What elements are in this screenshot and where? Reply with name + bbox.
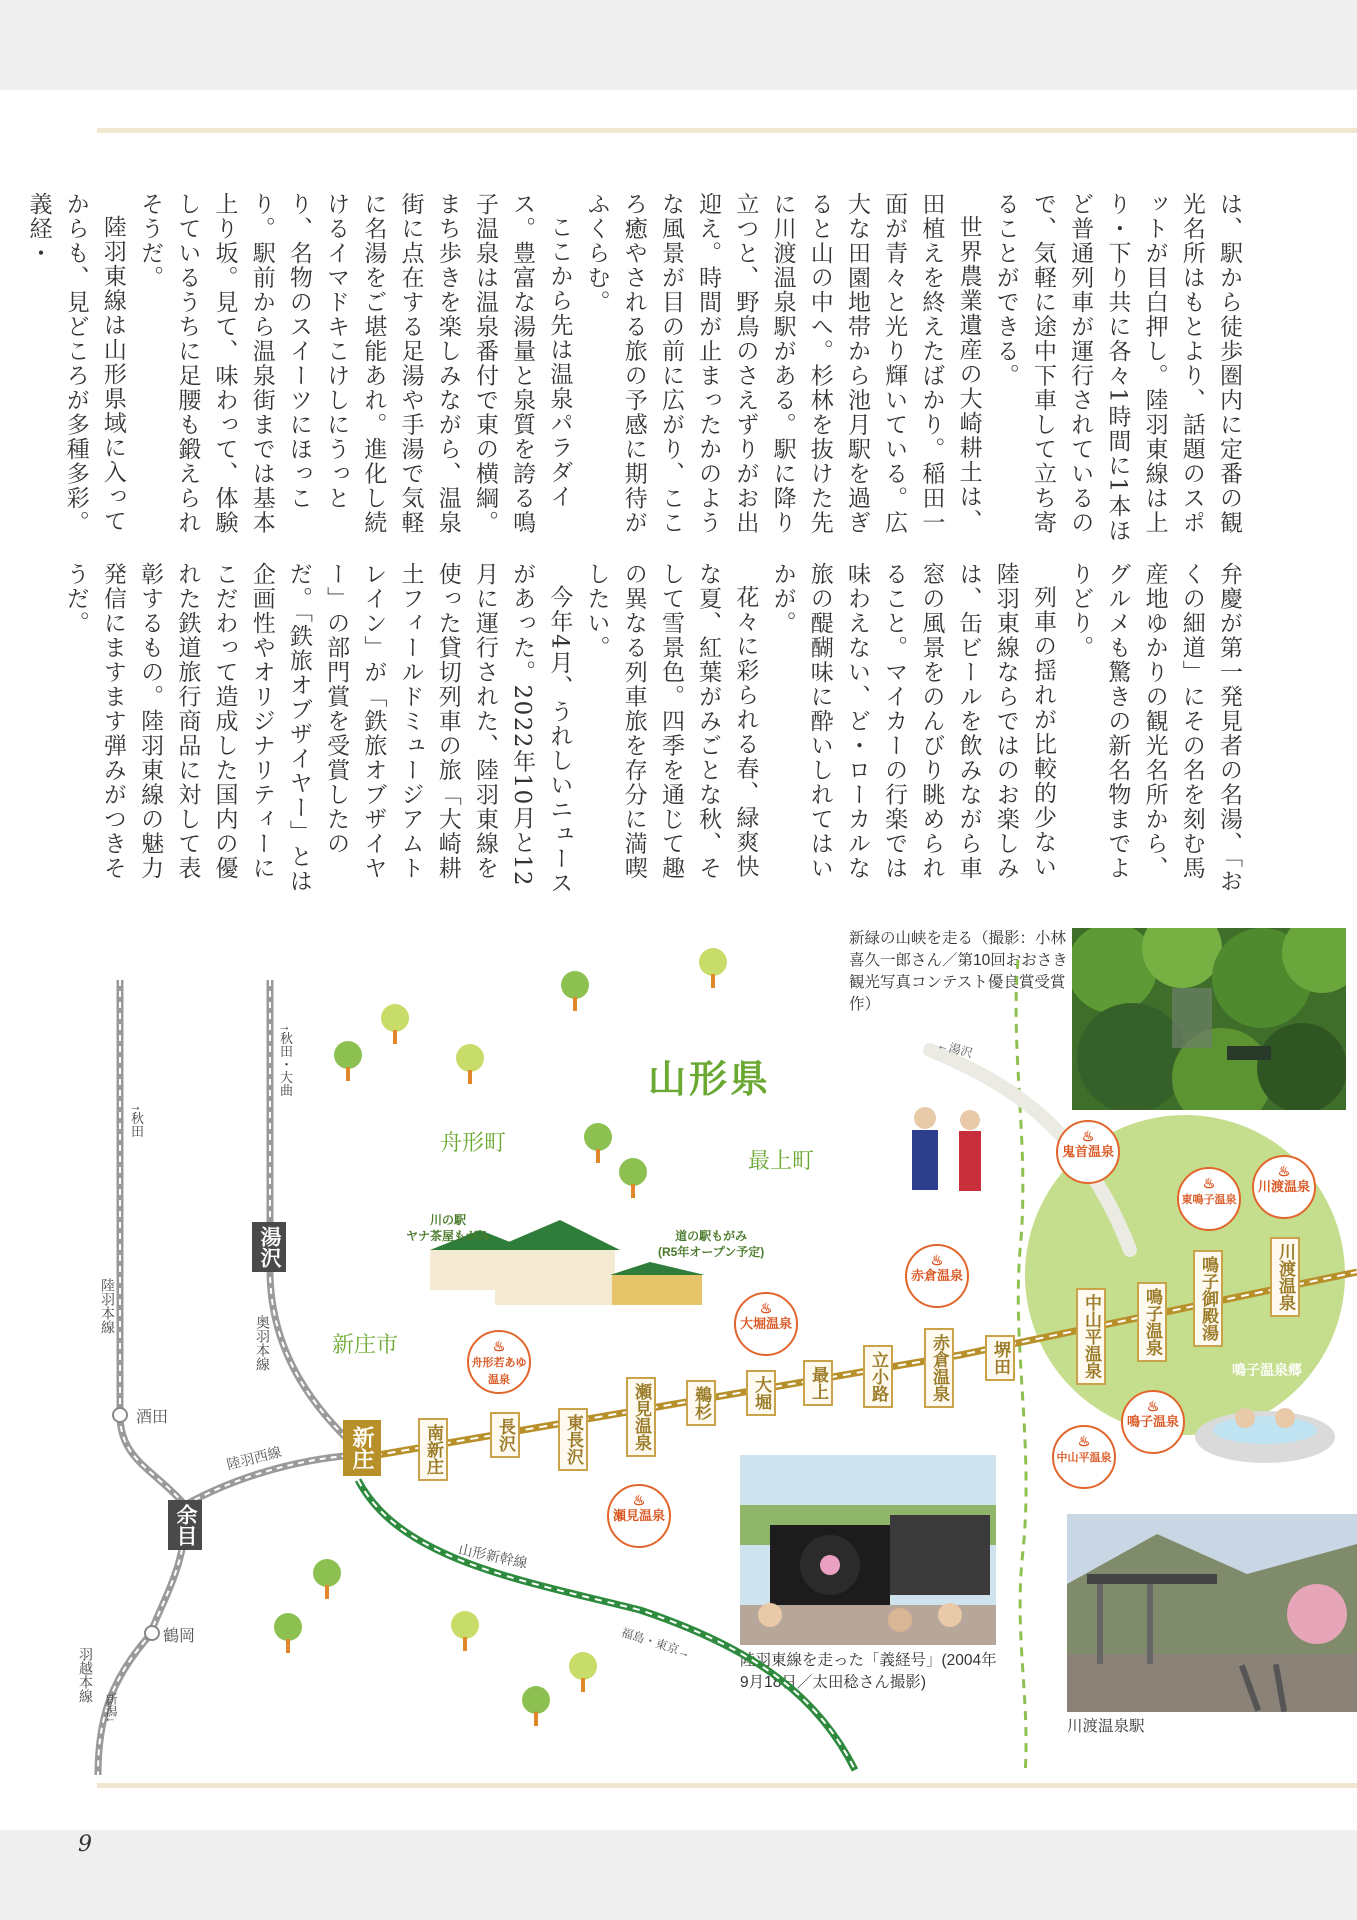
paragraph: 今年4月、うれしいニュースがあった。2022年10月と12月に運行された、陸羽東線を使った貸切列車の旅「大崎耕土フィールドミュージアムトレイン」が「鉄旅オブザイヤー」の部門賞を受賞したのだ。「鉄旅オブザイヤー」とは企画性やオリジナリティーにこだわって造成した国内の優れた鉄道旅行商品に対して表彰するもの。陸羽東線の魅力発信にますます弾みがつきそうだ。	[62, 562, 573, 896]
paragraph: 花々に彩られる春、緑爽快な夏、紅葉がみごとな秋、そして雪景色。四季を通じて趣の異なる列車旅を存分に満喫したい。	[583, 562, 759, 881]
onsen-marker: ♨ 中山平温泉	[1052, 1425, 1116, 1489]
town-label: 新庄市	[332, 1332, 399, 1357]
line-label-uetsu-main: 羽越本線	[78, 1647, 94, 1703]
line-label-rikuu-west: 陸羽西線	[224, 1443, 284, 1473]
paragraph: 陸羽東線は山形県域に入ってからも、見どころが多種多彩。義経・	[25, 192, 126, 535]
node-amarume: 余目	[168, 1500, 202, 1550]
photo-caption-middle: 陸羽東線を走った「義経号」(2004年9月18日／太田稔さん撮影)	[740, 1652, 997, 1691]
onsen-marker: ♨ 鳴子温泉	[1121, 1390, 1185, 1454]
node-yuzawa: 湯沢	[252, 1222, 286, 1272]
prefecture-border	[1016, 960, 1026, 1775]
onsen-icon: ♨	[1202, 1175, 1216, 1191]
station-ohori: 大堀	[746, 1370, 776, 1416]
onsen-marker: ♨ 舟形若あゆ温泉	[467, 1330, 531, 1394]
onsen-marker: ♨ 赤倉温泉	[905, 1244, 969, 1308]
onsen-icon: ♨	[1077, 1433, 1091, 1449]
michi-no-eki-label-michi: 道の駅もがみ (R5年オープン予定)	[658, 1229, 765, 1259]
node-sakata: 酒田	[136, 1409, 169, 1426]
onsen-icon: ♨	[1277, 1163, 1291, 1179]
onsen-icon: ♨	[1146, 1398, 1160, 1414]
naruko-area-label: 鳴子温泉郷	[1232, 1362, 1302, 1378]
paragraph: は、駅から徒歩圏内に定番の観光名所はもとより、話題のスポットが目白押し。陸羽東線は上り・下り共に各々1時間に1本ほど普通列車が運行されているので、気軽に途中下車して立ち寄ることができる。	[992, 192, 1242, 543]
station-usugi: 鵜杉	[686, 1380, 716, 1426]
station-tachikoji: 立小路	[863, 1345, 893, 1408]
line-label-yamagata-shinkansen: 山形新幹線	[457, 1540, 529, 1572]
gray-lines	[98, 980, 362, 1775]
town-label: 舟形町	[440, 1130, 507, 1155]
station-higashi-nagasawa: 東長沢	[558, 1408, 588, 1471]
line-label-ou-main: 奥羽本線	[255, 1315, 271, 1371]
paragraph: 世界農業遺産の大崎耕土は、田植えを終えたばかり。稲田一面が青々と光り輝いている。広大な田園地帯から池月駅を過ぎると山の中へ。杉林を抜けた先に川渡温泉駅がある。駅に降り立つと、野鳥のさえずりがお出迎え。時間が止まったかのような風景が目の前に広がり、こころ癒やされる旅の予感に期待がふくらむ。	[583, 192, 982, 535]
station-naruko-gotenyu: 鳴子御殿湯	[1193, 1250, 1223, 1347]
photo-caption-bottom: 川渡温泉駅	[1067, 1718, 1145, 1735]
station-nakayamadaira-onsen: 中山平温泉	[1076, 1288, 1106, 1385]
onsen-icon: ♨	[759, 1300, 773, 1316]
node-tsuruoka: 鶴岡	[163, 1628, 196, 1645]
page-number: 9	[78, 1832, 92, 1857]
onsen-icon: ♨	[632, 1492, 646, 1508]
onsen-marker: ♨ 東鳴子温泉	[1177, 1167, 1241, 1231]
station-sakaida: 堺田	[985, 1335, 1015, 1381]
line-label-rikuu-main: 陸羽本線	[100, 1278, 116, 1334]
station-shinjo: 新庄	[343, 1420, 381, 1476]
direction-akita: ↑秋田	[129, 1105, 144, 1138]
onsen-marker: ♨ 瀬見温泉	[607, 1484, 671, 1548]
onsen-icon: ♨	[492, 1338, 506, 1354]
direction-niigata: 新潟↓	[104, 1693, 118, 1723]
direction-yuzawa: ←湯沢	[935, 1037, 975, 1061]
onsen-marker: ♨ 大堀温泉	[734, 1292, 798, 1356]
photo-caption-top: 新緑の山峡を走る（撮影：小林喜久一郎さん／第10回おおさき観光写真コンテスト優良賞受賞作）	[849, 930, 1068, 1013]
direction-fukushima-tokyo: 福島・東京→	[619, 1625, 693, 1661]
shinkansen-line	[358, 1480, 855, 1770]
station-kawatabi-onsen: 川渡温泉	[1270, 1237, 1300, 1317]
prefecture-label: 山形県	[648, 1059, 772, 1101]
onsen-marker: ♨ 鬼首温泉	[1056, 1120, 1120, 1184]
onsen-icon: ♨	[930, 1252, 944, 1268]
yukata-couple-illustration	[912, 1107, 981, 1191]
direction-akita-omagari: ↑秋田・大曲	[278, 1025, 293, 1097]
paragraph: 列車の揺れが比較的少ない陸羽東線ならではのお楽しみは、缶ビールを飲みながら車窓の風景をのんびり眺められること。マイカーの行楽では味わえない、ど・ローカルな旅の醍醐味に酔いしれてはいかが。	[769, 562, 1056, 881]
onsen-icon: ♨	[1081, 1128, 1095, 1144]
paragraph: ここから先は温泉パラダイス。豊富な湯量と泉質を誇る鳴子温泉は温泉番付で東の横綱。まち歩きを楽しみながら、温泉街に点在する足湯や手湯で気軽に名湯をご堪能あれ。進化し続けるイマドキこけしにうっとり、名物のスイーツにほっこり。駅前から温泉街までは基本上り坂。見て、味わって、体験しているうちに足腰も鍛えられそうだ。	[137, 192, 573, 535]
town-label: 最上町	[748, 1148, 815, 1173]
onsen-marker: ♨ 川渡温泉	[1252, 1155, 1316, 1219]
station-minami-shinjo: 南新庄	[418, 1418, 448, 1481]
station-semi-onsen: 瀬見温泉	[626, 1377, 656, 1457]
michi-no-eki-label-kawa: 川の駅 ヤナ茶屋もがみ	[406, 1213, 491, 1243]
paragraph: 弁慶が第一発見者の名湯、「おくの細道」にその名を刻む馬産地ゆかりの観光名所から、グルメも驚きの新名物までよりどり。	[1067, 562, 1242, 894]
station-naruko-onsen: 鳴子温泉	[1137, 1282, 1167, 1362]
station-akakura-onsen: 赤倉温泉	[924, 1328, 954, 1408]
station-mogami: 最上	[803, 1360, 833, 1406]
station-nagasawa: 長沢	[490, 1412, 520, 1458]
